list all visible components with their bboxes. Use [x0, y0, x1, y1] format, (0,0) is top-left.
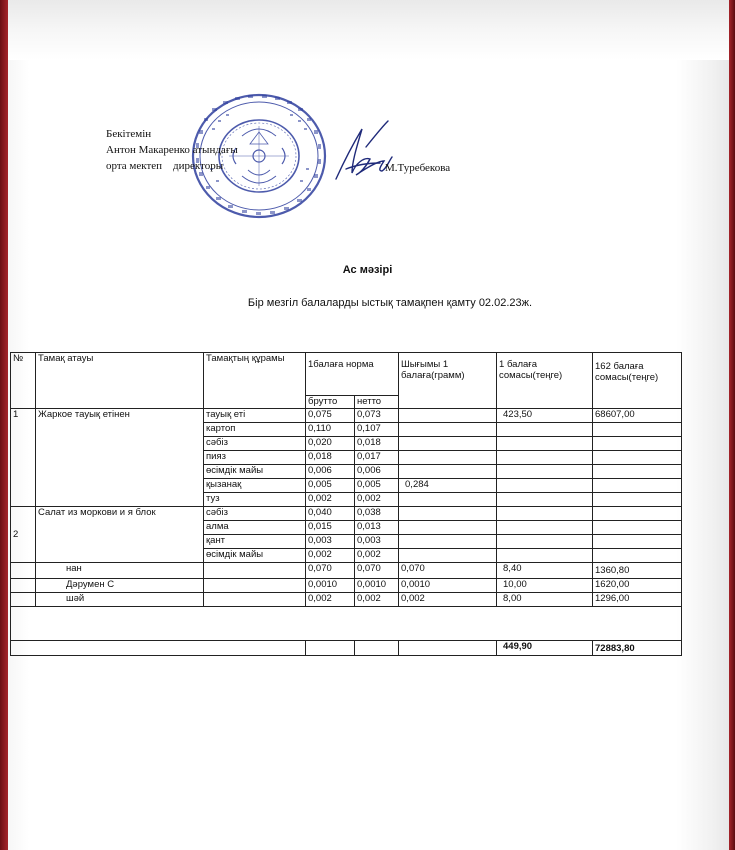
brutto-cell: 0,002: [306, 493, 355, 507]
ingredient-cell: сәбіз: [204, 507, 306, 521]
empty-cell: [399, 521, 497, 535]
page-title: Ас мәзірі: [342, 264, 393, 276]
total-row: [11, 641, 682, 656]
empty-cell: [497, 465, 593, 479]
ingredient-cell: картоп: [204, 423, 306, 437]
empty-cell: [11, 563, 36, 579]
netto-cell: 0,002: [355, 593, 399, 607]
header-brutto: брутто: [306, 396, 355, 409]
page-subtitle: Бір мезгіл балаларды ыстық тамақпен қамту 02.02.23ж.: [247, 297, 533, 309]
header-composition: Тамақтың құрамы: [204, 353, 306, 409]
empty-cell: [204, 579, 306, 593]
brutto-cell: 0,0010: [306, 579, 355, 593]
menu-table: [10, 352, 682, 656]
empty-cell: [11, 641, 306, 656]
empty-cell: [204, 593, 306, 607]
cost1-cell: 8,00: [497, 593, 593, 607]
empty-cell: [593, 423, 682, 437]
empty-cell: [593, 451, 682, 465]
brutto-cell: 0,018: [306, 451, 355, 465]
total-cost-1: 449,90: [497, 641, 593, 656]
netto-cell: 0,017: [355, 451, 399, 465]
empty-cell: [593, 521, 682, 535]
brutto-cell: 0,002: [306, 593, 355, 607]
empty-cell: [399, 451, 497, 465]
dish1-cost-162: 68607,00: [593, 409, 682, 423]
netto-cell: 0,005: [355, 479, 399, 493]
empty-cell: [497, 507, 593, 521]
netto-cell: 0,038: [355, 507, 399, 521]
cost162-cell: 1620,00: [593, 579, 682, 593]
dish1-output: 0,284: [399, 479, 497, 493]
table-row: [11, 563, 682, 579]
ingredient-cell: алма: [204, 521, 306, 535]
brutto-cell: 0,070: [306, 563, 355, 579]
empty-cell: [306, 641, 355, 656]
brutto-cell: 0,005: [306, 479, 355, 493]
scan-shadow: [0, 0, 735, 60]
netto-cell: 0,002: [355, 493, 399, 507]
director-signature: [322, 117, 402, 191]
cost1-cell: 10,00: [497, 579, 593, 593]
netto-cell: 0,107: [355, 423, 399, 437]
table-row: [11, 593, 682, 607]
output-cell: 0,002: [399, 593, 497, 607]
dish1-num: 1: [11, 409, 36, 507]
netto-cell: 0,070: [355, 563, 399, 579]
dish2-num: 2: [11, 507, 36, 563]
brutto-cell: 0,040: [306, 507, 355, 521]
empty-cell: [593, 535, 682, 549]
output-cell: 0,070: [399, 563, 497, 579]
table-row: [11, 409, 682, 423]
brutto-cell: 0,075: [306, 409, 355, 423]
netto-cell: 0,018: [355, 437, 399, 451]
approval-line-3: орта мектеп директоры: [106, 160, 224, 172]
approval-line-2: Антон Макаренко атындағы: [106, 144, 238, 156]
scan-edge-left: [0, 0, 8, 850]
header-num: №: [11, 353, 36, 409]
empty-cell: [593, 549, 682, 563]
netto-cell: 0,003: [355, 535, 399, 549]
approval-line-1: Бекітемін: [106, 128, 152, 140]
empty-cell: [399, 437, 497, 451]
ingredient-cell: тауық еті: [204, 409, 306, 423]
empty-cell: [593, 465, 682, 479]
scan-edge-right: [729, 0, 735, 850]
empty-cell: [497, 549, 593, 563]
cost1-cell: 8,40: [497, 563, 593, 579]
cost162-cell: 1296,00: [593, 593, 682, 607]
empty-cell: [399, 465, 497, 479]
empty-cell: [399, 493, 497, 507]
output-cell: 0,0010: [399, 579, 497, 593]
ingredient-cell: өсімдік майы: [204, 549, 306, 563]
netto-cell: 0,0010: [355, 579, 399, 593]
brutto-cell: 0,006: [306, 465, 355, 479]
empty-cell: [593, 493, 682, 507]
header-output: Шығымы 1 балаға(грамм): [399, 353, 497, 409]
extra-name: Дәрумен С: [36, 579, 204, 593]
empty-cell: [497, 423, 593, 437]
empty-cell: [204, 563, 306, 579]
ingredient-cell: қызанақ: [204, 479, 306, 493]
empty-cell: [399, 641, 497, 656]
ingredient-cell: туз: [204, 493, 306, 507]
header-netto: нетто: [355, 396, 399, 409]
netto-cell: 0,002: [355, 549, 399, 563]
empty-cell: [399, 423, 497, 437]
dish1-name: Жаркое тауық етінен: [36, 409, 204, 507]
empty-cell: [497, 521, 593, 535]
cost162-cell: 1360,80: [593, 563, 682, 579]
table-row: [11, 607, 682, 641]
header-cost-162: 162 балаға сомасы(теңге): [593, 353, 682, 409]
ingredient-cell: өсімдік майы: [204, 465, 306, 479]
empty-cell: [497, 451, 593, 465]
ingredient-cell: қант: [204, 535, 306, 549]
brutto-cell: 0,020: [306, 437, 355, 451]
brutto-cell: 0,110: [306, 423, 355, 437]
empty-cell: [11, 607, 682, 641]
netto-cell: 0,013: [355, 521, 399, 535]
empty-cell: [497, 479, 593, 493]
total-cost-162: 72883,80: [593, 641, 682, 656]
header-cost-1: 1 балаға сомасы(теңге): [497, 353, 593, 409]
netto-cell: 0,073: [355, 409, 399, 423]
header-name: Тамақ атауы: [36, 353, 204, 409]
empty-cell: [399, 549, 497, 563]
empty-cell: [593, 437, 682, 451]
table-row: [11, 579, 682, 593]
director-name: М.Туребекова: [385, 162, 451, 174]
empty-cell: [11, 593, 36, 607]
brutto-cell: 0,002: [306, 549, 355, 563]
dish1-cost-1: 423,50: [497, 409, 593, 423]
extra-name: нан: [36, 563, 204, 579]
brutto-cell: 0,003: [306, 535, 355, 549]
table-header-row: [11, 353, 682, 396]
empty-cell: [399, 507, 497, 521]
empty-cell: [593, 507, 682, 521]
empty-cell: [11, 579, 36, 593]
brutto-cell: 0,015: [306, 521, 355, 535]
empty-cell: [497, 493, 593, 507]
empty-cell: [399, 535, 497, 549]
ingredient-cell: пияз: [204, 451, 306, 465]
empty-cell: [497, 437, 593, 451]
ingredient-cell: сәбіз: [204, 437, 306, 451]
empty-cell: [355, 641, 399, 656]
table-row: [11, 507, 682, 521]
output-cell: [399, 409, 497, 423]
empty-cell: [497, 535, 593, 549]
dish2-name: Салат из моркови и я блок: [36, 507, 204, 563]
header-norm: 1балаға норма: [306, 353, 399, 396]
netto-cell: 0,006: [355, 465, 399, 479]
empty-cell: [593, 479, 682, 493]
extra-name: шәй: [36, 593, 204, 607]
